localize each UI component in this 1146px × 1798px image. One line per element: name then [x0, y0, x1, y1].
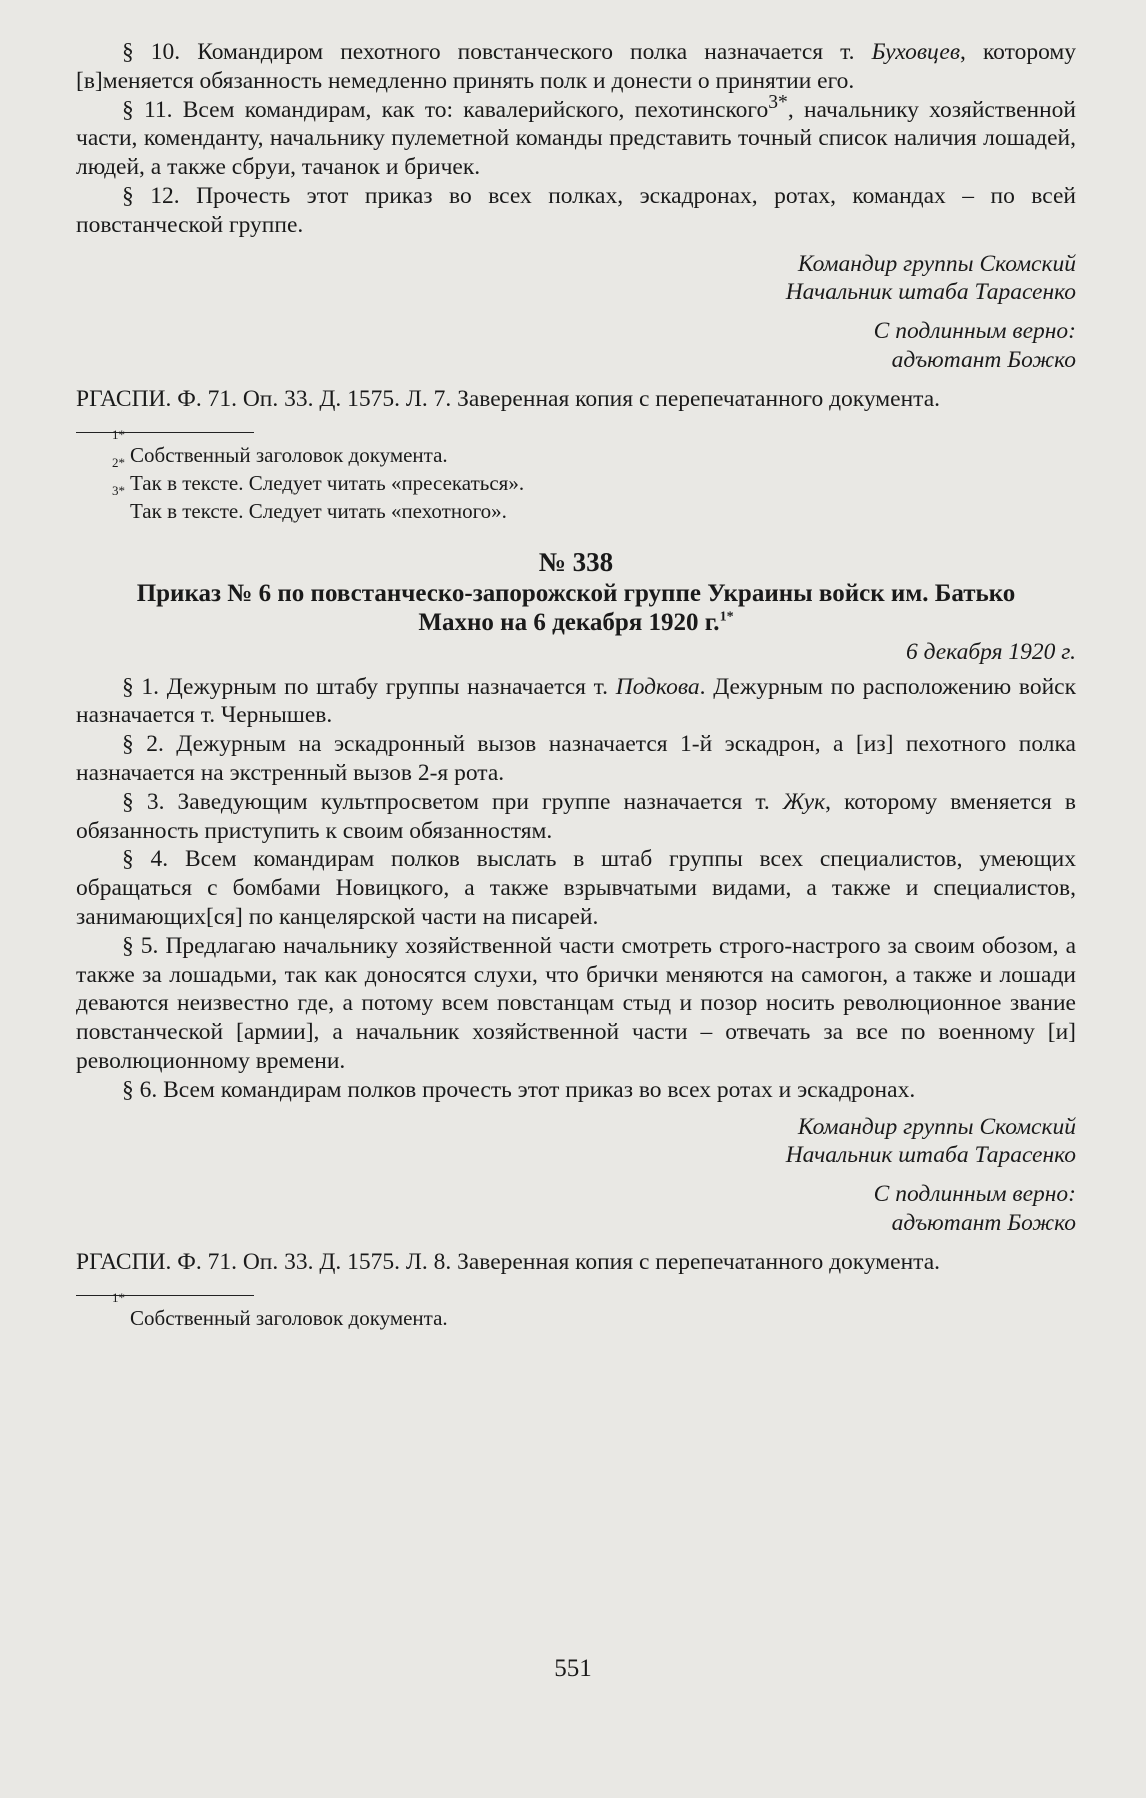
- document-date: 6 декабря 1920 г.: [905, 638, 1076, 665]
- paragraph-1: [76, 673, 1076, 731]
- certification-line: С подлинным верно:: [873, 318, 1076, 345]
- archive-source: РГАСПИ. Ф. 71. Оп. 33. Д. 1575. Л. 7. Заверенная копия с перепечатанного документа.: [76, 385, 941, 412]
- paragraph-6: § 6. Всем командирам полков прочесть этот приказ во всех ротах и эскадронах.: [122, 1076, 916, 1103]
- footnote-text: Так в тексте. Следует читать «пресекаться».: [130, 470, 525, 495]
- paragraph-5: § 5. Предлагаю начальнику хозяйственной части смотреть строго-настрого за своим обозом, а также за лошадьми, так как доносятся слухи, что брички меняются на самогон, а также и лошади деваются неизвестно где, а потому всем повстанцам стыд и позор носить революционное звание повстанческой [армии], а начальник хозяйственной части – отвечать за все по военному [и] революционному времени.: [76, 932, 1076, 1074]
- document-title-text: Приказ № 6 по повстанческо-запорожской группе Украины войск им. Батько Махно на 6 декабря 1920 г.: [136, 579, 1016, 636]
- document-title: [76, 579, 1076, 637]
- paragraph-12: § 12. Прочесть этот приказ во всех полках, эскадронах, ротах, командах – по всей повстанческой группе.: [76, 182, 1076, 238]
- paragraph-11: [76, 91, 1076, 182]
- paragraph-1-text-end: . Дежурным по расположению войск назначается т. Чернышев.: [76, 673, 1077, 729]
- signature-commander: Командир группы Скомский: [797, 250, 1076, 277]
- footnote-3: 3* Так в тексте. Следует читать «пехотного».: [112, 482, 507, 523]
- paragraph-3-name: Жук: [782, 788, 826, 815]
- footnote-divider-2: [76, 1295, 254, 1296]
- document-number: № 338: [538, 546, 614, 577]
- footnote-text: Так в тексте. Следует читать «пехотного».: [130, 498, 507, 523]
- paragraph-11-text: § 11. Всем командирам, как то: кавалерийского, пехотинского: [122, 96, 769, 123]
- signature-commander: Командир группы Скомский: [797, 1113, 1076, 1140]
- footnote-doc338: 1* Собственный заголовок документа.: [112, 1289, 448, 1330]
- paragraph-10-text-end: , которому [в]меняется обязанность немедленно принять полк и донести о принятии его.: [76, 39, 1076, 94]
- paragraph-11-text-end: , начальнику хозяйственной части, коменданту, начальнику пулеметной команды представить точный список наличия лошадей, людей, а также сбруи, тачанок и бричек.: [76, 96, 1076, 181]
- signature-block-2: [76, 1113, 1076, 1238]
- paragraph-4: § 4. Всем командирам полков выслать в штаб группы всех специалистов, умеющих обращаться с бомбами Новицкого, а также взрывчатыми видами, а также и специалистов, занимающих[ся] по канцелярской части на писарей.: [76, 846, 1076, 930]
- paragraph-3-text: § 3. Заведующим культпросветом при группе назначается т.: [122, 788, 783, 815]
- paragraph-3: [76, 788, 1076, 846]
- paragraph-10-name: Буховцев: [871, 39, 961, 65]
- paragraph-1-name: Подкова: [615, 673, 700, 700]
- paragraph-1-text: § 1. Дежурным по штабу группы назначается т.: [122, 673, 616, 700]
- footnote-divider: [76, 432, 254, 433]
- footnote-1: 1* Собственный заголовок документа.: [112, 426, 448, 467]
- footnote-text: Собственный заголовок документа.: [130, 1305, 448, 1330]
- page-number: 551: [554, 1655, 592, 1682]
- footnote-ref: 3*: [768, 91, 788, 113]
- paragraph-10-text: § 10. Командиром пехотного повстанческого полка назначается т.: [122, 39, 872, 65]
- footnote-ref: 1*: [719, 609, 734, 625]
- signature-adjutant: адъютант Божко: [891, 346, 1076, 373]
- certification-line: С подлинным верно:: [873, 1181, 1076, 1208]
- signature-block: [76, 250, 1076, 375]
- signature-chief-of-staff: Начальник штаба Тарасенко: [785, 1142, 1076, 1169]
- footnote-text: Собственный заголовок документа.: [130, 442, 448, 467]
- signature-adjutant: адъютант Божко: [891, 1209, 1076, 1236]
- footnote-2: 2* Так в тексте. Следует читать «пресекаться».: [112, 454, 525, 495]
- archive-source-2: РГАСПИ. Ф. 71. Оп. 33. Д. 1575. Л. 8. Заверенная копия с перепечатанного документа.: [76, 1248, 941, 1275]
- paragraph-2: § 2. Дежурным на эскадронный вызов назначается 1-й эскадрон, а [из] пехотного полка назначается на экстренный вызов 2-я рота.: [76, 731, 1076, 786]
- paragraph-10: [76, 38, 1076, 96]
- signature-chief-of-staff: Начальник штаба Тарасенко: [785, 279, 1076, 306]
- paragraph-3-text-end: , которому вменяется в обязанность приступить к своим обязанностям.: [76, 788, 1076, 844]
